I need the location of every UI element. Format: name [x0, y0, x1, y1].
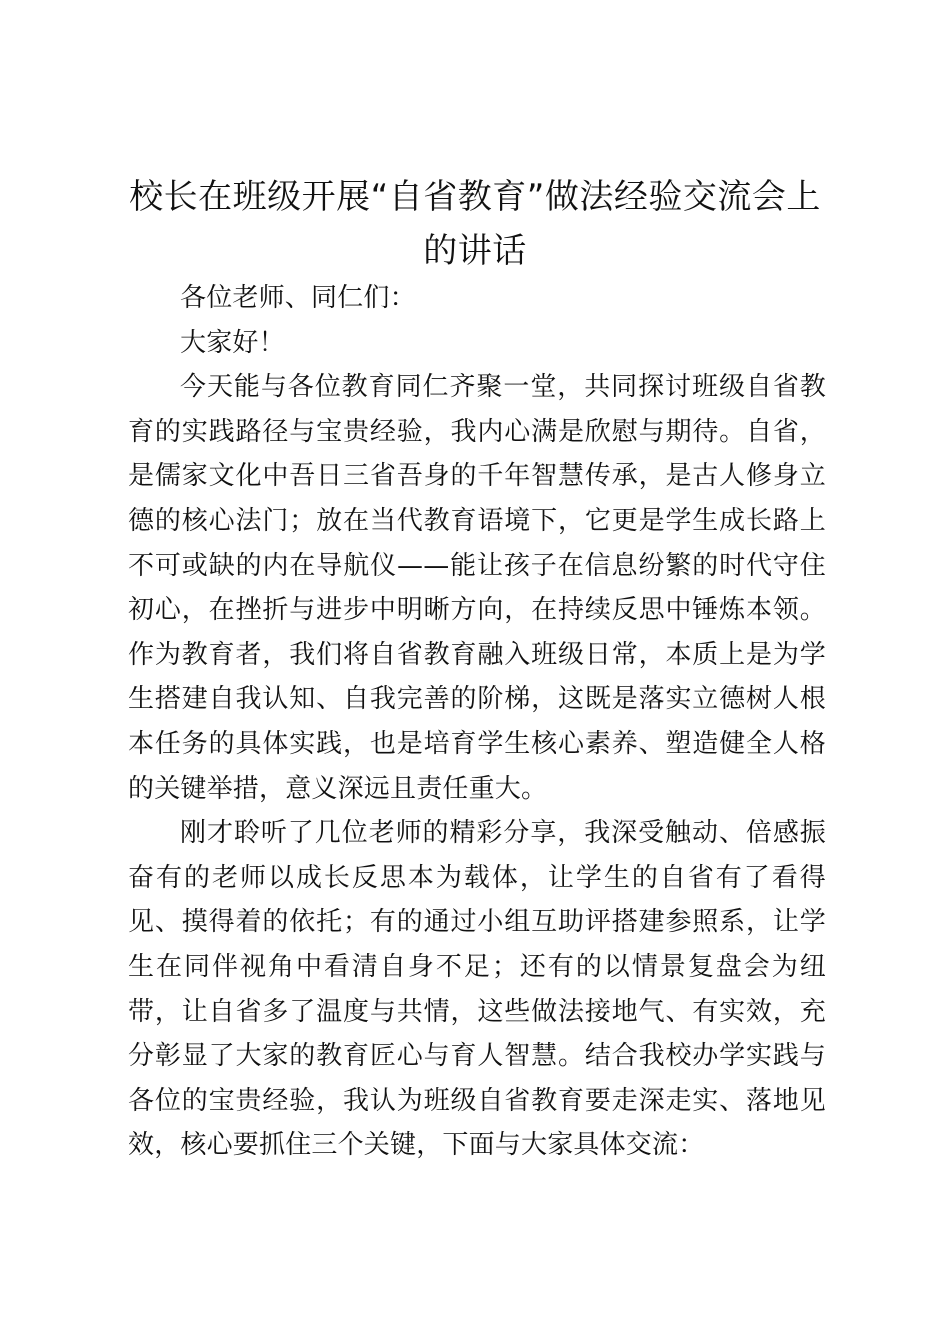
salutation: 各位老师、同仁们：	[180, 283, 416, 313]
paragraph-introduction: 今天能与各位教育同仁齐聚一堂，共同探讨班级自省教育的实践路径与宝贵经验，我内心满是欣慰与期待。自省，是儒家文化中吾日三省吾身的千年智慧传承，是古人修身立德的核心法门；放在当代教育语境下，它更是学生成长路上不可或缺的内在导航仪——能让孩子在信息纷繁的时代守住初心，在挫折与进步中明晰方向，在持续反思中锤炼本领。作为教育者，我们将自省教育融入班级日常，本质上是为学生搭建自我认知、自我完善的阶梯，这既是落实立德树人根本任务的具体实践，也是培育学生核心素养、塑造健全人格的关键举措，意义深远且责任重大。	[128, 372, 826, 804]
document-body	[128, 276, 826, 1168]
paragraph-reflection: 刚才聆听了几位老师的精彩分享，我深受触动、倍感振奋有的老师以成长反思本为载体，让学生的自省有了看得见、摸得着的依托；有的通过小组互助评搭建参照系，让学生在同伴视角中看清自身不足；还有的以情景复盘会为纽带，让自省多了温度与共情，这些做法接地气、有实效，充分彰显了大家的教育匠心与育人智慧。结合我校办学实践与各位的宝贵经验，我认为班级自省教育要走深走实、落地见效，核心要抓住三个关键，下面与大家具体交流：	[128, 818, 826, 1161]
document-title: 校长在班级开展“自省教育”做法经验交流会上的讲话	[129, 177, 821, 271]
greeting: 大家好！	[180, 327, 285, 358]
